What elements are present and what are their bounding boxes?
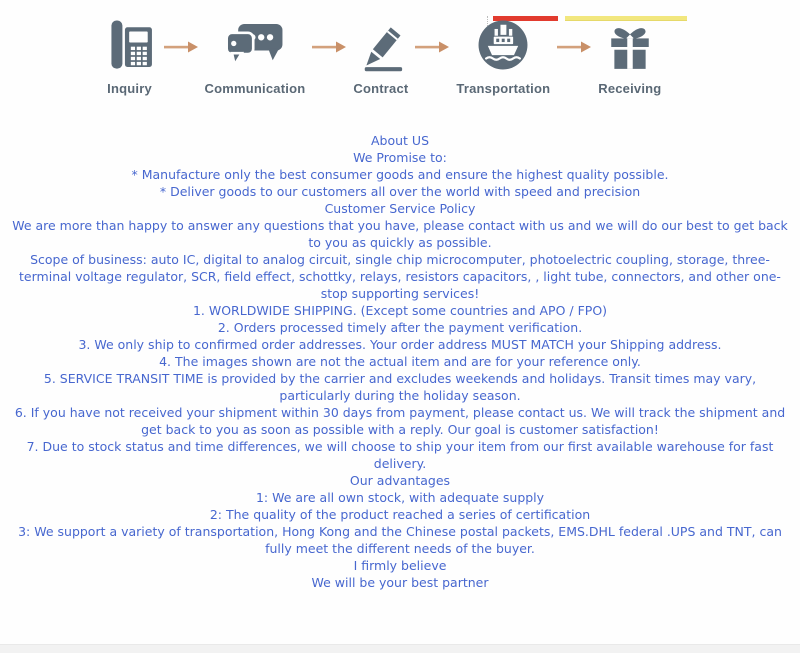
pencil-icon bbox=[355, 16, 407, 72]
chat-bubbles-icon bbox=[224, 16, 286, 72]
flow-step-contract bbox=[349, 16, 412, 96]
flow-step-label: Communication bbox=[204, 81, 306, 96]
about-line: * Deliver goods to our customers all over the world with speed and precision bbox=[159, 184, 641, 199]
about-line: We will be your best partner bbox=[311, 575, 489, 590]
arrow-right-icon bbox=[309, 40, 349, 54]
flow-step-inquiry bbox=[99, 16, 161, 96]
about-line: We are more than happy to answer any questions that you have, please contact with us and we will do our best to get back to you as quickly as possible. bbox=[12, 218, 788, 250]
about-line: We Promise to: bbox=[353, 150, 447, 165]
arrow-right-icon bbox=[412, 40, 452, 54]
about-line: 3: We support a variety of transportation, Hong Kong and the Chinese postal packets, EMS.DHL federal .UPS and TNT, can fully meet the different needs of the buyer. bbox=[18, 524, 782, 556]
about-line: * Manufacture only the best consumer goods and ensure the highest quality possible. bbox=[131, 167, 669, 182]
about-line: 1. WORLDWIDE SHIPPING. (Except some countries and APO / FPO) bbox=[192, 303, 608, 318]
about-line: Scope of business: auto IC, digital to analog circuit, single chip microcomputer, photoelectric coupling, storage, three-terminal voltage regulator, SCR, field effect, schottky, relays, resistors capacitors, , light tube, connectors, and other one-stop supporting services! bbox=[19, 252, 781, 301]
about-line: 7. Due to stock status and time differences, we will choose to ship your item from our first available warehouse for fast delivery. bbox=[26, 439, 774, 471]
flow-step-receiving bbox=[594, 16, 665, 96]
phone-icon bbox=[103, 16, 157, 72]
arrow-right-icon bbox=[161, 40, 201, 54]
flow-step-label: Contract bbox=[353, 81, 409, 96]
about-line: 3. We only ship to confirmed order addresses. Your order address MUST MATCH your Shipping address. bbox=[78, 337, 722, 352]
gift-icon bbox=[605, 16, 655, 72]
about-line: Customer Service Policy bbox=[324, 201, 476, 216]
flow-step-transportation bbox=[452, 16, 554, 96]
about-line: 6. If you have not received your shipment within 30 days from payment, please contact us. We will track the shipment and get back to you as soon as possible with a reply. Our goal is customer satisfaction! bbox=[14, 405, 786, 437]
about-line: 2. Orders processed timely after the payment verification. bbox=[217, 320, 583, 335]
flow-step-label: Receiving bbox=[598, 81, 662, 96]
order-process-flow bbox=[0, 16, 782, 96]
ship-icon bbox=[476, 16, 530, 72]
about-line: 4. The images shown are not the actual item and are for your reference only. bbox=[159, 354, 641, 369]
about-line: 1: We are all own stock, with adequate supply bbox=[255, 490, 545, 505]
about-title: About US bbox=[370, 133, 429, 148]
bottom-divider-band bbox=[0, 644, 800, 653]
about-line: I firmly believe bbox=[353, 558, 447, 573]
flow-step-communication bbox=[201, 16, 310, 96]
flow-step-label: Inquiry bbox=[107, 81, 152, 96]
about-text-block bbox=[7, 132, 793, 591]
arrow-right-icon bbox=[554, 40, 594, 54]
flow-step-label: Transportation bbox=[456, 81, 551, 96]
product-description-page bbox=[0, 16, 800, 653]
about-line: Our advantages bbox=[349, 473, 451, 488]
about-line: 2: The quality of the product reached a series of certification bbox=[209, 507, 591, 522]
about-line: 5. SERVICE TRANSIT TIME is provided by the carrier and excludes weekends and holidays. Transit times may vary, particularly during the holiday season. bbox=[43, 371, 757, 403]
